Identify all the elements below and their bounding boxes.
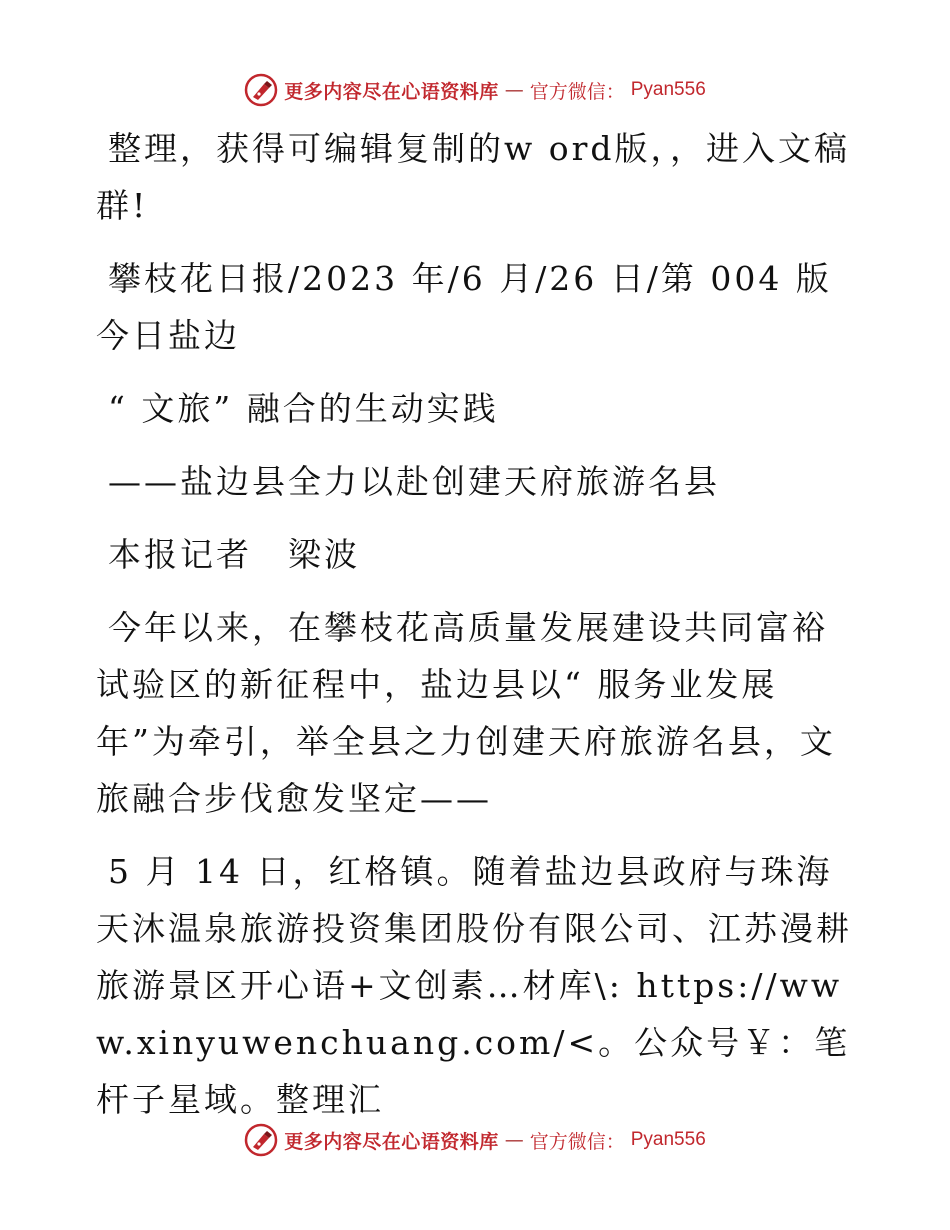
banner-separator: —	[504, 1129, 524, 1151]
article-byline: 本报记者 梁波	[108, 535, 360, 574]
pen-nib-logo-icon	[244, 73, 278, 107]
banner-slogan: 更多内容尽在心语资料库	[284, 1130, 499, 1153]
banner-wechat-id: Pyan556	[630, 79, 706, 100]
banner-wechat-label: 官方微信：	[529, 80, 625, 103]
article-title: “ 文旅” 融合的生动实践	[108, 389, 499, 428]
banner-slogan: 更多内容尽在心语资料库	[284, 80, 499, 103]
banner-wechat-label: 官方微信：	[529, 1130, 625, 1153]
banner-wechat-id: Pyan556	[630, 1129, 706, 1150]
article-subtitle: ——盐边县全力以赴创建天府旅游名县	[108, 462, 720, 501]
paragraph-intro: 整理，获得可编辑复制的w ord版，，进入文稿群!	[96, 129, 851, 225]
banner-separator: —	[504, 79, 524, 101]
pen-nib-logo-icon	[244, 1123, 278, 1157]
article-body	[96, 120, 856, 1128]
paragraph-body: 5 月 14 日，红格镇。随着盐边县政府与珠海天沐温泉旅游投资集团股份有限公司、江苏漫耕旅游景区开心语+文创素…材库\: https://www.xinyuwenchuang.com/<。公众号￥：笔杆子星域。整理汇	[96, 852, 852, 1119]
footer-banner	[0, 1120, 950, 1160]
header-banner	[0, 70, 950, 110]
paragraph-lead: 今年以来，在攀枝花高质量发展建设共同富裕试验区的新征程中，盐边县以“ 服务业发展年”为牵引，举全县之力创建天府旅游名县，文旅融合步伐愈发坚定——	[96, 608, 836, 818]
paragraph-source: 攀枝花日报/2023 年/6 月/26 日/第 004 版今日盐边	[96, 259, 832, 355]
